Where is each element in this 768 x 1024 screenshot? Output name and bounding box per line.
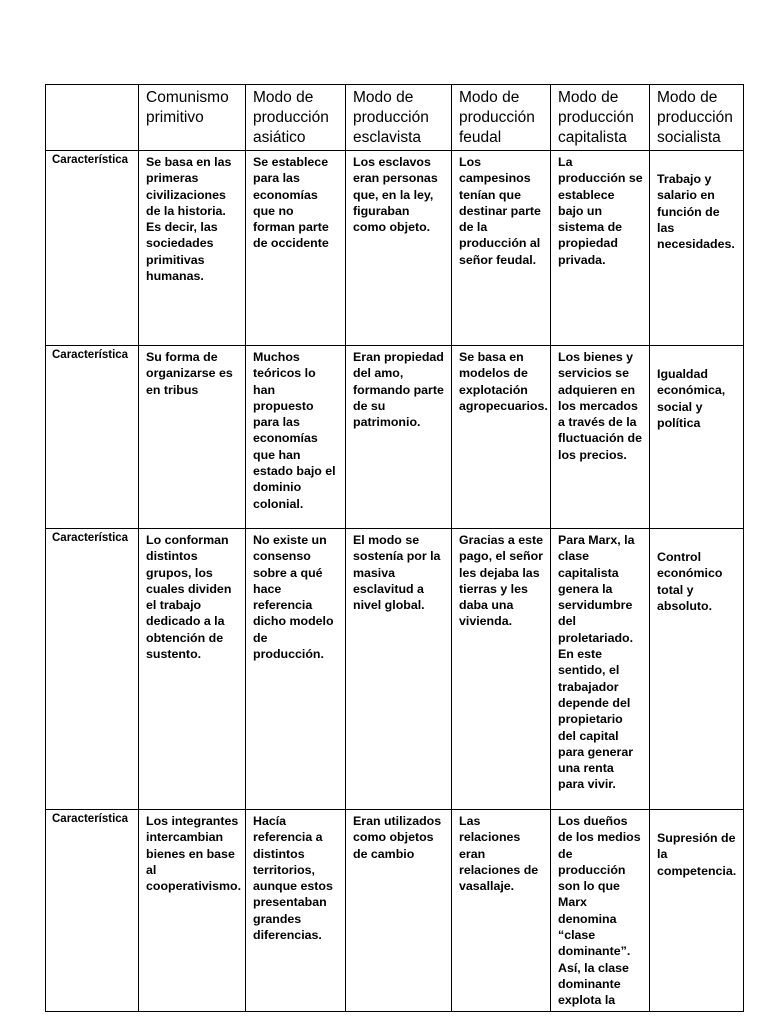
table-cell: Los dueños de los medios de producción son lo que Marx denomina “clase dominante”. Así, la clase dominante explota la <box>551 810 650 1012</box>
table-cell: Para Marx, la clase capitalista genera la servidumbre del proletariado. En este sentido, el trabajador depende del propietario del capital para generar una renta para vivir. <box>551 529 650 810</box>
row-label: Característica <box>46 346 139 529</box>
row-label: Característica <box>46 529 139 810</box>
table-cell: Control económico total y absoluto. <box>650 529 744 810</box>
table-cell: Supresión de la competencia. <box>650 810 744 1012</box>
header-cell-empty <box>46 85 139 151</box>
table-cell: El modo se sostenía por la masiva esclavitud a nivel global. <box>346 529 452 810</box>
row-label: Característica <box>46 151 139 346</box>
table-cell: Los campesinos tenían que destinar parte de la producción al señor feudal. <box>452 151 551 346</box>
table-cell: Se basa en las primeras civilizaciones de la historia. Es decir, las sociedades primitivas humanas. <box>139 151 246 346</box>
table-cell: Se basa en modelos de explotación agropecuarios. <box>452 346 551 529</box>
header-cell-capitalista: Modo de producción capitalista <box>551 85 650 151</box>
table-cell: Gracias a este pago, el señor les dejaba las tierras y les daba una vivienda. <box>452 529 551 810</box>
table-cell: Eran utilizados como objetos de cambio <box>346 810 452 1012</box>
row-label: Característica <box>46 810 139 1012</box>
table-cell: Eran propiedad del amo, formando parte de su patrimonio. <box>346 346 452 529</box>
table-cell: Las relaciones eran relaciones de vasallaje. <box>452 810 551 1012</box>
header-row <box>46 85 744 151</box>
table-cell: Lo conforman distintos grupos, los cuales dividen el trabajo dedicado a la obtención de sustento. <box>139 529 246 810</box>
table-cell: Su forma de organizarse es en tribus <box>139 346 246 529</box>
table-row <box>46 810 744 1012</box>
header-cell-esclavista: Modo de producción esclavista <box>346 85 452 151</box>
table-cell: Los bienes y servicios se adquieren en los mercados a través de la fluctuación de los precios. <box>551 346 650 529</box>
table-row <box>46 151 744 346</box>
header-cell-socialista: Modo de producción socialista <box>650 85 744 151</box>
table-cell: La producción se establece bajo un sistema de propiedad privada. <box>551 151 650 346</box>
table-cell: Hacía referencia a distintos territorios, aunque estos presentaban grandes diferencias. <box>246 810 346 1012</box>
table-cell: Los esclavos eran personas que, en la ley, figuraban como objeto. <box>346 151 452 346</box>
header-cell-feudal: Modo de producción feudal <box>452 85 551 151</box>
table-row <box>46 346 744 529</box>
table-cell: Muchos teóricos lo han propuesto para las economías que han estado bajo el dominio colonial. <box>246 346 346 529</box>
table-cell: Se establece para las economías que no forman parte de occidente <box>246 151 346 346</box>
table-cell: Igualdad económica, social y política <box>650 346 744 529</box>
table-cell: No existe un consenso sobre a qué hace referencia dicho modelo de producción. <box>246 529 346 810</box>
table-row <box>46 529 744 810</box>
comparison-table <box>45 84 744 1012</box>
header-cell-comunismo: Comunismo primitivo <box>139 85 246 151</box>
header-cell-asiatico: Modo de producción asiático <box>246 85 346 151</box>
table-cell: Trabajo y salario en función de las necesidades. <box>650 151 744 346</box>
table-cell: Los integrantes intercambian bienes en base al cooperativismo. <box>139 810 246 1012</box>
